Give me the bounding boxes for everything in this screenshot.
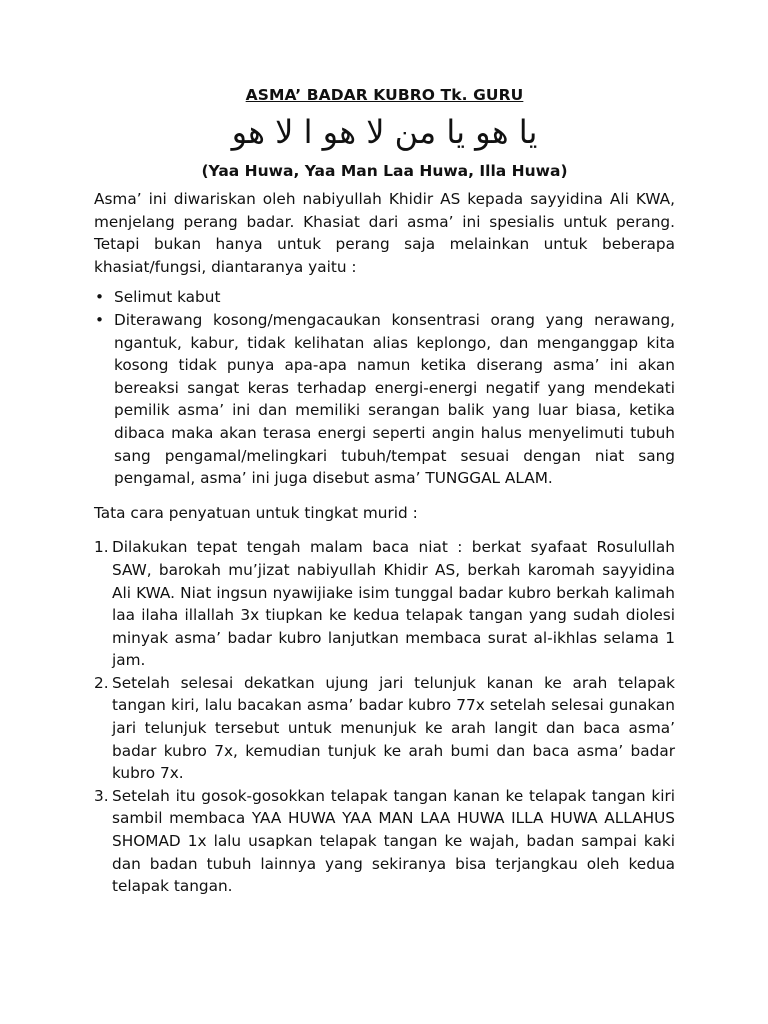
list-item xyxy=(94,785,675,898)
step-number: 1. xyxy=(94,538,109,557)
list-item-text: Diterawang kosong/mengacaukan konsentrasi orang yang nerawang, ngantuk, kabur, tidak kelihatan alias keplongo, dan menganggap kita kosong tidak punya apa-apa namun ketika diserang asma’ ini akan bereaksi sangat keras terhadap energi-energi negatif yang mendekati pemilik asma’ ini dan memiliki serangan balik yang luar biasa, ketika dibaca maka akan terasa energi seperti angin halus menyelimuti tubuh sang pengamal/melingkari tubuh/tempat sesuai dengan niat sang pengamal, asma’ ini juga disebut asma’ TUNGGAL ALAM. xyxy=(114,310,675,488)
step-number: 2. xyxy=(94,673,109,692)
bullet-icon: • xyxy=(95,288,105,307)
list-item xyxy=(95,286,675,309)
document-title: ASMA’ BADAR KUBRO Tk. GURU xyxy=(245,86,524,104)
bullet-icon: • xyxy=(95,310,105,329)
list-item-text: Selimut kabut xyxy=(114,288,221,307)
step-number: 3. xyxy=(94,786,109,805)
list-item xyxy=(94,672,675,785)
transliteration-subtitle: (Yaa Huwa, Yaa Man Laa Huwa, Illa Huwa) xyxy=(201,162,568,180)
step-text: Dilakukan tepat tengah malam baca niat : berkat syafaat Rosulullah SAW, barokah mu’jizat nabiyullah Khidir AS, berkah karomah sayyidina Ali KWA. Niat ingsun nyawijiake isim tunggal badar kubro berkah kalimah laa ilaha illallah 3x tiupkan ke kedua telapak tangan yang sudah diolesi minyak asma’ badar kubro lanjutkan membaca surat al-ikhlas selama 1 jam. xyxy=(112,538,675,670)
benefits-list xyxy=(94,286,675,489)
steps-intro: Tata cara penyatuan untuk tingkat murid : xyxy=(94,503,418,522)
step-text: Setelah selesai dekatkan ujung jari telunjuk kanan ke arah telapak tangan kiri, lalu bacakan asma’ badar kubro 77x setelah selesai gunakan jari telunjuk tersebut untuk menunjuk ke arah langit dan baca asma’ badar kubro 7x, kemudian tunjuk ke arah bumi dan baca asma’ badar kubro 7x. xyxy=(112,673,675,783)
steps-list xyxy=(94,536,675,898)
arabic-text: يا هو يا من لا هو ا لا هو xyxy=(231,113,538,151)
list-item xyxy=(95,309,675,490)
intro-paragraph: Asma’ ini diwariskan oleh nabiyullah Khidir AS kepada sayyidina Ali KWA, menjelang perang badar. Khasiat dari asma’ ini spesialis untuk perang. Tetapi bukan hanya untuk perang saja melainkan untuk beberapa khasiat/fungsi, diantaranya yaitu : xyxy=(94,190,675,276)
list-item xyxy=(94,536,675,672)
step-text: Setelah itu gosok-gosokkan telapak tangan kanan ke telapak tangan kiri sambil membaca YAA HUWA YAA MAN LAA HUWA ILLA HUWA ALLAHUS SHOMAD 1x lalu usapkan telapak tangan ke wajah, badan sampai kaki dan badan tubuh lainnya yang sekiranya bisa terjangkau oleh kedua telapak tangan. xyxy=(112,786,675,896)
